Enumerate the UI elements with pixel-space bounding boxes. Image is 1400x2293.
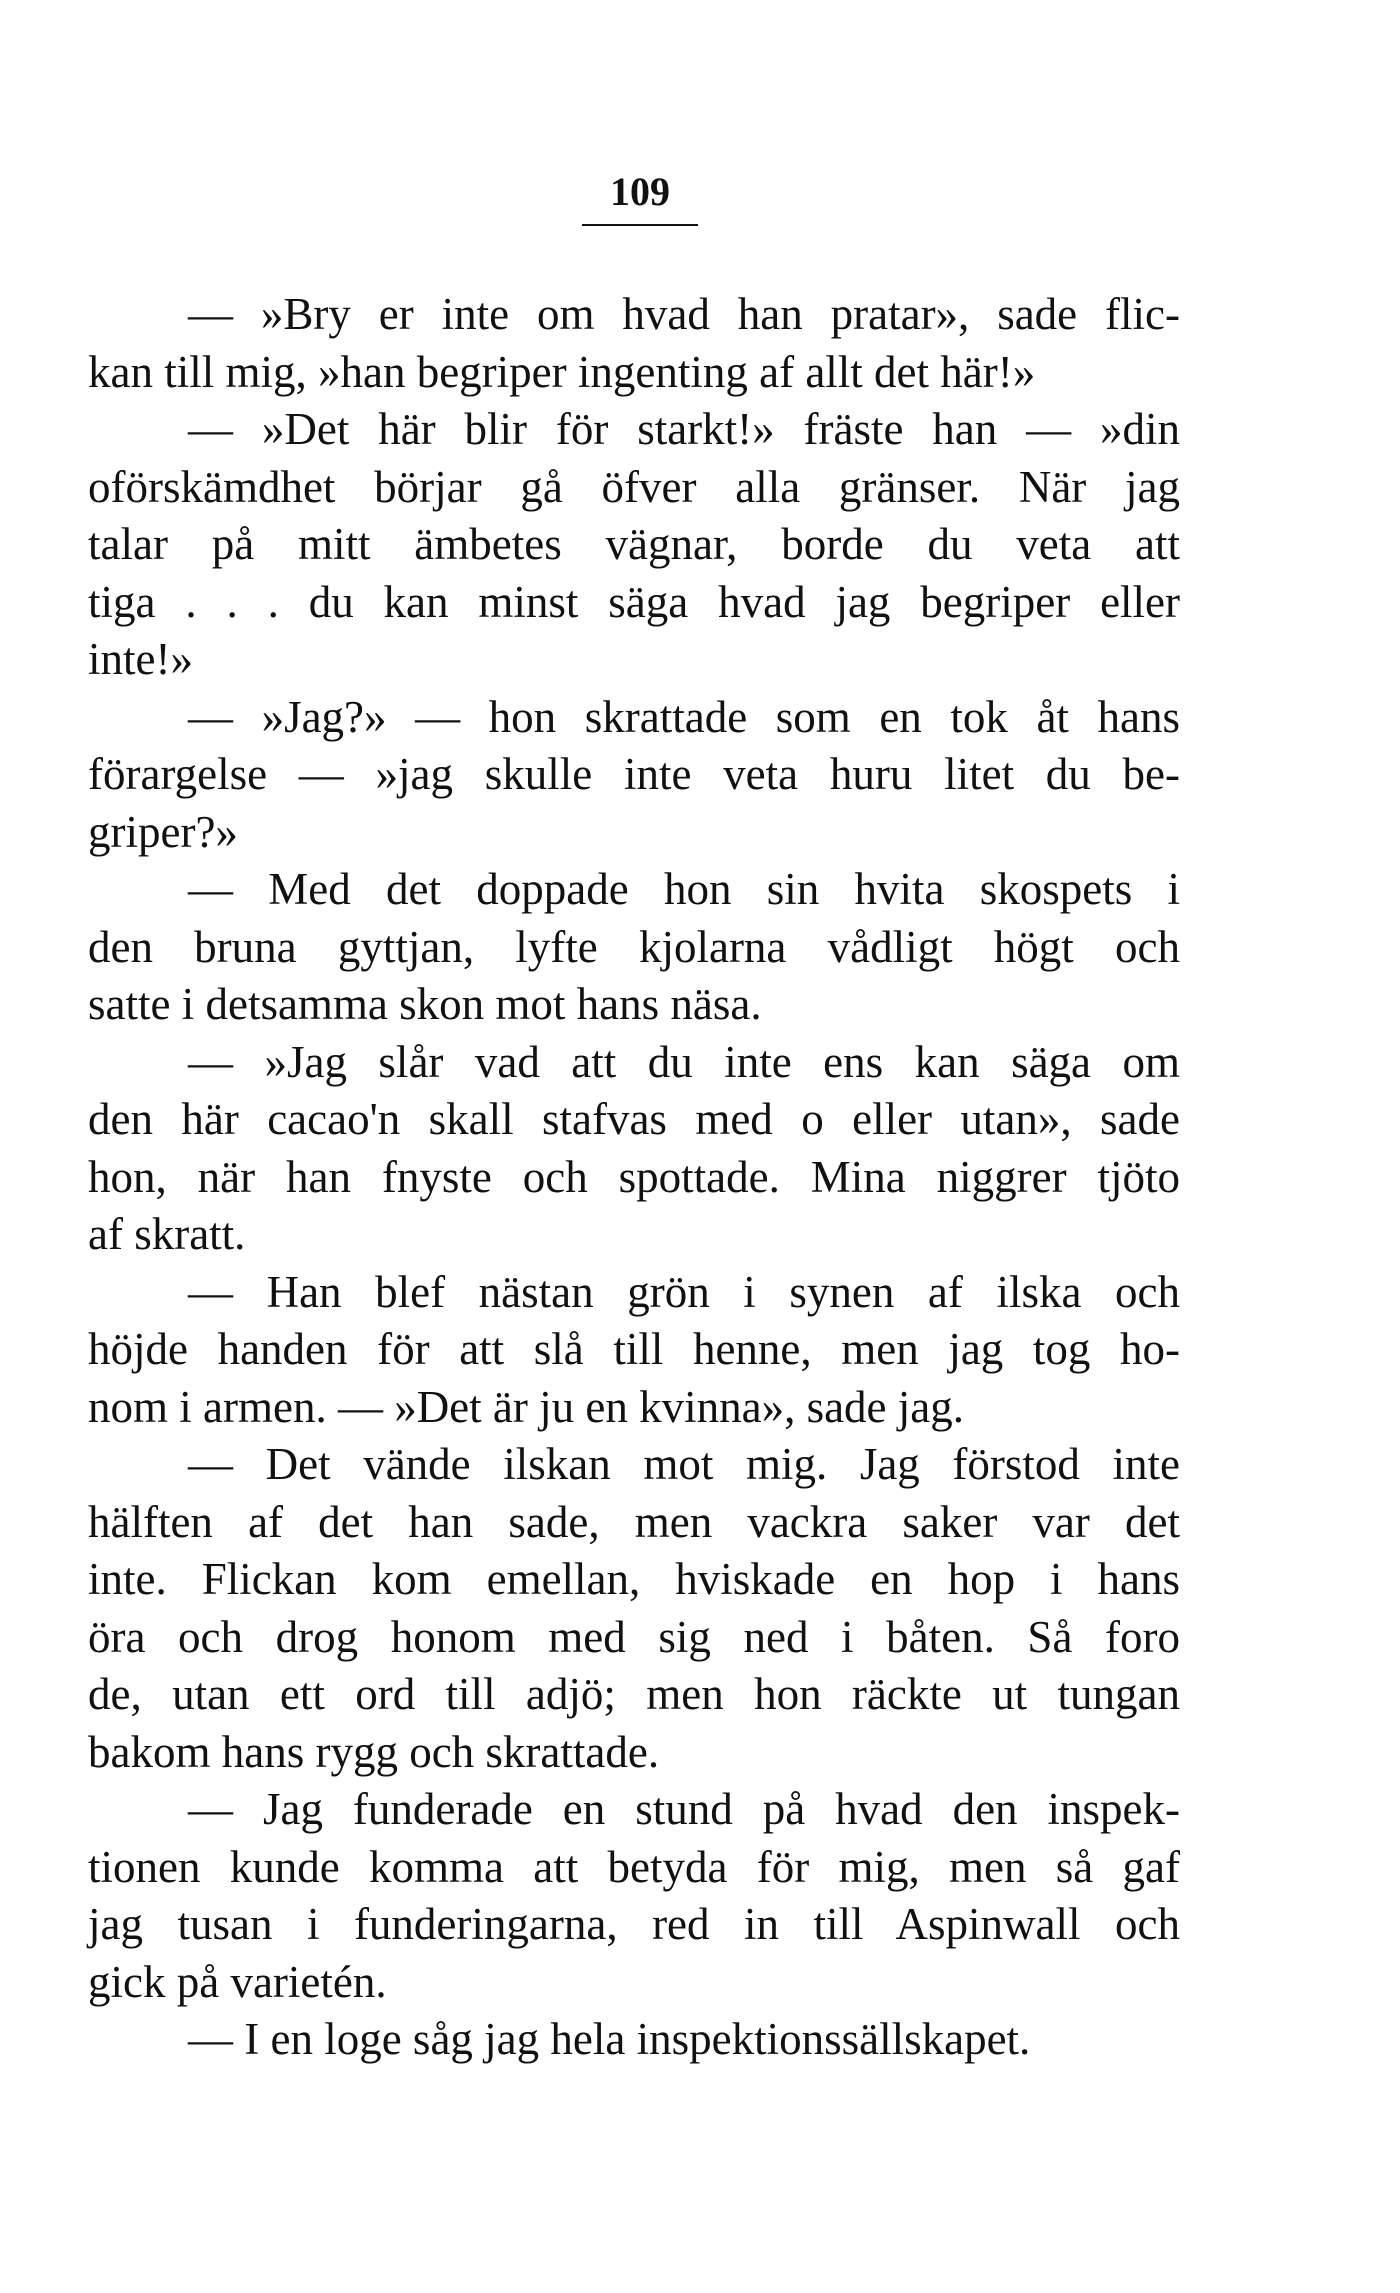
text-line: den här cacao'n skall stafvas med o eller utan», sade [88, 1094, 1180, 1144]
body-text [88, 286, 1180, 2069]
text-line: oförskämdhet börjar gå öfver alla gränser. När jag [88, 461, 1180, 512]
text-line: — »Jag slår vad att du inte ens kan säga om [188, 1036, 1180, 1087]
text-line: öra och drog honom med sig ned i båten. Så foro [88, 1611, 1180, 1662]
text-line: höjde handen för att slå till henne, men jag tog ho- [88, 1324, 1180, 1374]
text-line: — »Bry er inte om hvad han pratar», sade flic- [188, 289, 1180, 339]
text-line: — Han blef nästan grön i synen af ilska och [188, 1266, 1180, 1317]
text-line: bakom hans rygg och skrattade. [88, 1726, 660, 1777]
text-line: talar på mitt ämbetes vägnar, borde du veta att [88, 519, 1180, 569]
text-line: den bruna gyttjan, lyfte kjolarna vådligt högt och [88, 921, 1180, 972]
text-line: nom i armen. — »Det är ju en kvinna», sade jag. [88, 1381, 965, 1432]
page-number: 109 [610, 169, 670, 214]
text-line: — »Det här blir för starkt!» fräste han — »din [188, 404, 1180, 454]
text-line: — Jag funderade en stund på hvad den inspek- [188, 1784, 1180, 1834]
text-line: de, utan ett ord till adjö; men hon räckte ut tungan [88, 1669, 1180, 1719]
text-line: tionen kunde komma att betyda för mig, men så gaf [88, 1841, 1180, 1892]
text-line: tiga . . . du kan minst säga hvad jag begriper eller [88, 576, 1180, 627]
text-line: inte. Flickan kom emellan, hviskade en hop i hans [88, 1554, 1180, 1604]
text-line: — Det vände ilskan mot mig. Jag förstod inte [188, 1439, 1180, 1489]
text-line: — Med det doppade hon sin hvita skospets i [188, 864, 1180, 914]
text-line: griper?» [88, 806, 238, 857]
text-line: satte i detsamma skon mot hans näsa. [88, 979, 762, 1029]
text-line: kan till mig, »han begriper ingenting af allt det här!» [88, 346, 1036, 397]
text-line: hon, när han fnyste och spottade. Mina niggrer tjöto [88, 1151, 1180, 1202]
page-number-rule [582, 224, 698, 226]
text-line: — I en loge såg jag hela inspektionssällskapet. [188, 2014, 1031, 2064]
text-line: gick på varietén. [88, 1956, 387, 2007]
text-line: — »Jag?» — hon skrattade som en tok åt hans [188, 691, 1180, 742]
text-line: af skratt. [88, 1209, 246, 1259]
text-line: jag tusan i funderingarna, red in till Aspinwall och [88, 1899, 1180, 1949]
text-line: inte!» [88, 634, 193, 684]
text-line: förargelse — »jag skulle inte veta huru litet du be- [88, 749, 1180, 799]
text-line: hälften af det han sade, men vackra saker var det [88, 1496, 1180, 1547]
